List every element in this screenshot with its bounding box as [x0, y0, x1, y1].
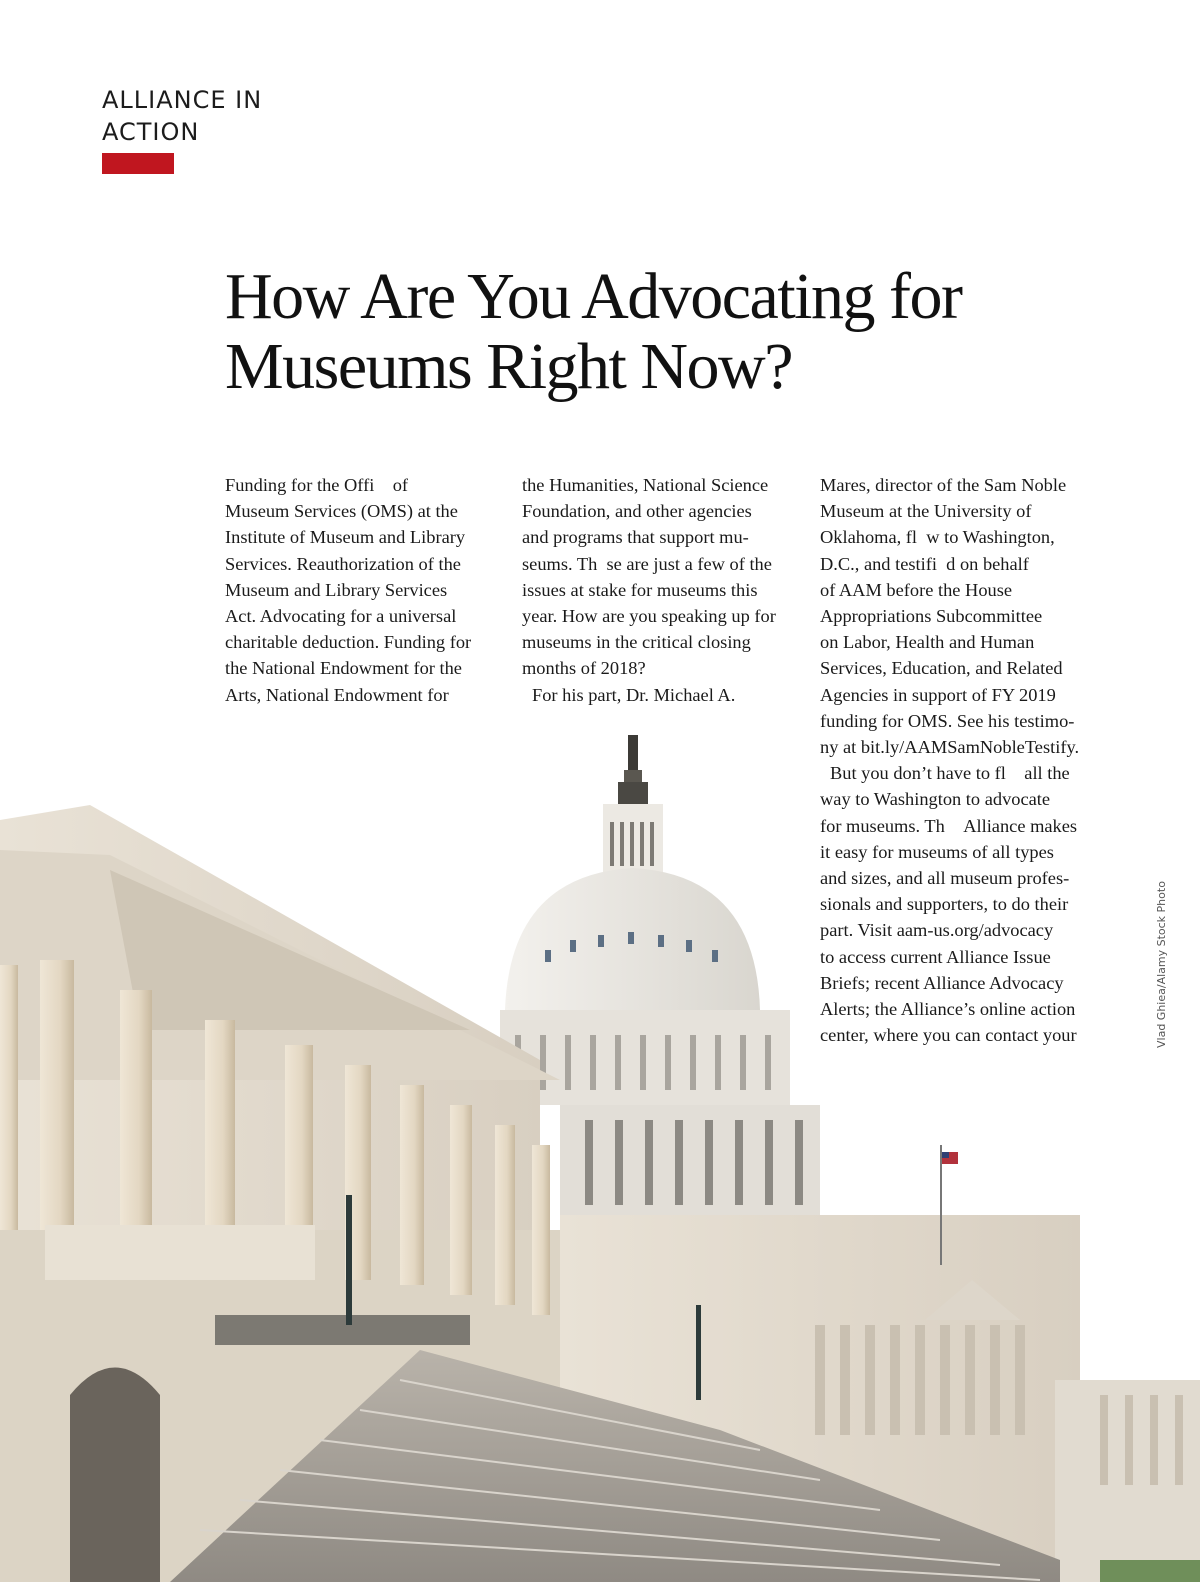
body-line: seums. Th se are just a few of the — [522, 553, 772, 574]
body-line: to access current Alliance Issue — [820, 946, 1051, 967]
body-line: D.C., and testifi d on behalf — [820, 553, 1029, 574]
body-line: Agencies in support of FY 2019 — [820, 684, 1056, 705]
body-line: Foundation, and other agencies — [522, 501, 752, 522]
body-line: of AAM before the House — [820, 579, 1013, 600]
body-line: and sizes, and all museum profes- — [820, 868, 1070, 889]
body-line: year. How are you speaking up for — [522, 606, 776, 627]
body-line: Alerts; the Alliance’s online action — [820, 999, 1076, 1020]
body-line: on Labor, Health and Human — [820, 632, 1035, 653]
accent-bar — [102, 153, 174, 174]
body-line: Briefs; recent Alliance Advocacy — [820, 972, 1064, 993]
body-line: and programs that support mu- — [522, 527, 749, 548]
body-line: funding for OMS. See his testimo- — [820, 710, 1075, 731]
body-line: Appropriations Subcommittee — [820, 606, 1043, 627]
page-title — [225, 262, 1125, 402]
body-line: way to Washington to advocate — [820, 789, 1051, 810]
body-line: the Humanities, National Science — [522, 475, 769, 495]
body-line: Services. Reauthorization of the — [225, 553, 461, 574]
capitol-photo — [0, 720, 1200, 1582]
body-line: months of 2018? — [522, 658, 646, 679]
page-title-line: How Are You Advocating for — [225, 260, 962, 333]
body-line: Mares, director of the Sam Noble — [820, 475, 1067, 495]
page-title-line: Museums Right Now? — [225, 330, 792, 403]
body-line: For his part, Dr. Michael A. — [532, 684, 736, 705]
body-line: Funding for the Offi of — [225, 475, 409, 495]
body-line: part. Visit aam-us.org/advocacy — [820, 920, 1054, 941]
body-line: Arts, National Endowment for — [225, 684, 449, 705]
body-line: the National Endowment for the — [225, 658, 462, 679]
body-line: sionals and supporters, to do their — [820, 894, 1069, 915]
body-line: Institute of Museum and Library — [225, 527, 466, 548]
body-line: museums in the critical closing — [522, 632, 751, 653]
body-line: center, where you can contact your — [820, 1025, 1077, 1046]
body-line: Services, Education, and Related — [820, 658, 1063, 679]
photo-credit: Vlad Ghiea/Alamy Stock Photo — [1155, 881, 1168, 1048]
section-label-line: ALLIANCE IN — [102, 86, 263, 114]
body-column-2 — [522, 472, 792, 708]
body-line: Act. Advocating for a universal — [225, 606, 457, 627]
body-line: charitable deduction. Funding for — [225, 632, 472, 653]
body-line: Museum and Library Services — [225, 579, 448, 600]
body-line: it easy for museums of all types — [820, 841, 1054, 862]
body-line: Oklahoma, fl w to Washington, — [820, 527, 1055, 548]
section-label — [102, 84, 262, 148]
body-line: for museums. Th Alliance makes — [820, 815, 1078, 836]
body-line: Museum at the University of — [820, 501, 1032, 522]
body-line: ny at bit.ly/AAMSamNobleTestify. — [820, 737, 1080, 758]
section-label-line: ACTION — [102, 118, 200, 146]
body-line: But you don’t have to fl all the — [830, 763, 1070, 784]
body-column-1 — [225, 472, 495, 708]
body-line: Museum Services (OMS) at the — [225, 501, 458, 522]
body-line: issues at stake for museums this — [522, 579, 758, 600]
